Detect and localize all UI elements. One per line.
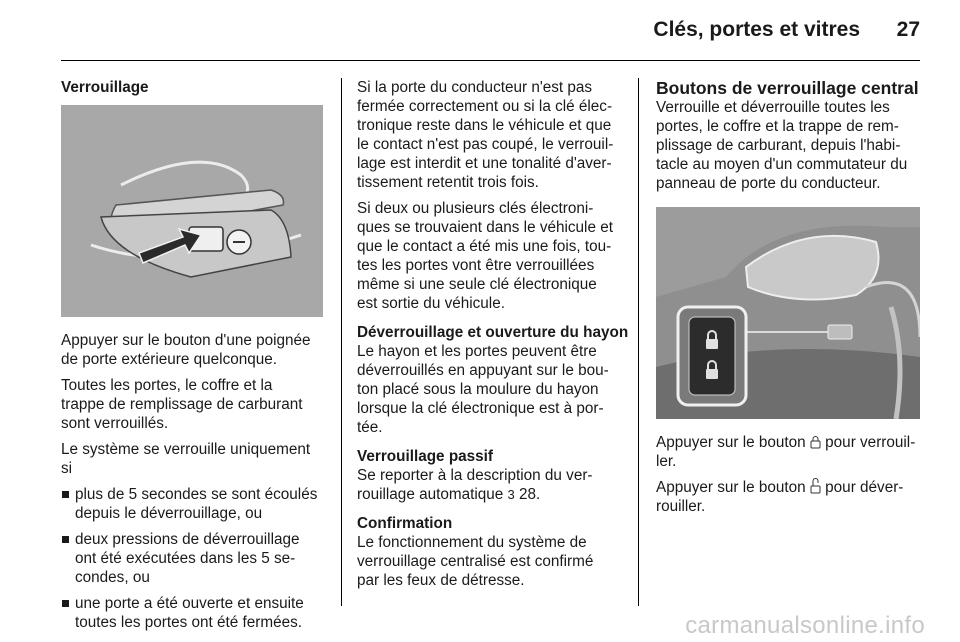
list-item: plus de 5 secondes se sont écoulés depuis le déverrouillage, ou xyxy=(61,485,331,523)
section-passif: Verrouillage passif Se reporter à la description du ver- rouillage automatique 3 28. xyxy=(357,447,627,504)
lock-switch-drawing xyxy=(656,207,920,419)
paragraph: Verrouille et déverrouille toutes les portes, le coffre et la trappe de rem- plissage de carburant, depuis l'habi- tacle au moyen d'un commutateur du panneau de porte du conducteur. xyxy=(656,99,908,192)
paragraph: Toutes les portes, le coffre et la trappe de remplissage de carburant sont verrouillés. xyxy=(61,377,303,432)
section-heading-boutons: Boutons de verrouillage central xyxy=(656,78,919,98)
column-divider xyxy=(638,78,639,606)
bullet-square-icon xyxy=(62,491,69,498)
door-handle-drawing xyxy=(61,105,323,317)
padlock-open-icon xyxy=(810,478,821,494)
page-number: 27 xyxy=(896,18,920,41)
lock-switch-illustration xyxy=(656,207,920,419)
section-heading-verrouillage: Verrouillage xyxy=(61,79,149,96)
section-confirmation: Confirmation Le fonctionnement du système de verrouillage centralisé est confirmé par les feux de détresse. xyxy=(357,514,627,590)
bullet-square-icon xyxy=(62,600,69,607)
bullet-square-icon xyxy=(62,536,69,543)
paragraph: Le système se verrouille uniquement si xyxy=(61,441,311,477)
door-handle-illustration xyxy=(61,105,323,317)
paragraph: Si la porte du conducteur n'est pas fermée correctement ou si la clé élec- tronique reste dans le véhicule et que le contact n'est pas coupé, le verrouil- lage est interdit et une tonalité d'aver- tissement retentit trois fois. xyxy=(357,79,614,191)
list-item: deux pressions de déverrouillage ont été exécutées dans les 5 se- condes, ou xyxy=(61,530,331,587)
running-header-title: Clés, portes et vitres xyxy=(653,18,860,41)
section-heading: Déverrouillage et ouverture du hayon xyxy=(357,324,629,341)
section-heading: Verrouillage passif xyxy=(357,448,494,465)
list-item: une porte a été ouverte et ensuite toutes les portes ont été fermées. xyxy=(61,594,331,632)
column-divider xyxy=(341,78,342,606)
paragraph: Si deux ou plusieurs clés électroni- ques se trouvaient dans le véhicule et que le contact a été mis une fois, tou- tes les portes vont être verrouillées même si une seule clé électronique est sortie du véhicule. xyxy=(357,200,613,312)
section-hayon: Déverrouillage et ouverture du hayon Le hayon et les portes peuvent être déverrouillés en appuyant sur le bou- ton placé sous la moulure du hayon lorsque la clé électronique est à por- tée. xyxy=(357,324,629,436)
page-reference[interactable]: 28. xyxy=(519,486,541,503)
lock-instruction: Appuyer sur le bouton pour verrouil- ler. xyxy=(656,434,916,470)
header-rule xyxy=(61,60,920,61)
watermark: carmanualsonline.info xyxy=(685,612,925,639)
reference-arrow-icon: 3 xyxy=(507,487,515,502)
column-2 xyxy=(357,78,627,597)
column-1 xyxy=(61,78,331,639)
column-3 xyxy=(656,78,920,523)
condition-list xyxy=(61,485,331,632)
unlock-instruction: Appuyer sur le bouton pour déver- rouiller. xyxy=(656,479,904,515)
section-heading: Confirmation xyxy=(357,515,453,532)
padlock-closed-icon xyxy=(810,435,821,449)
paragraph: Appuyer sur le bouton d'une poignée de porte extérieure quelconque. xyxy=(61,332,311,368)
